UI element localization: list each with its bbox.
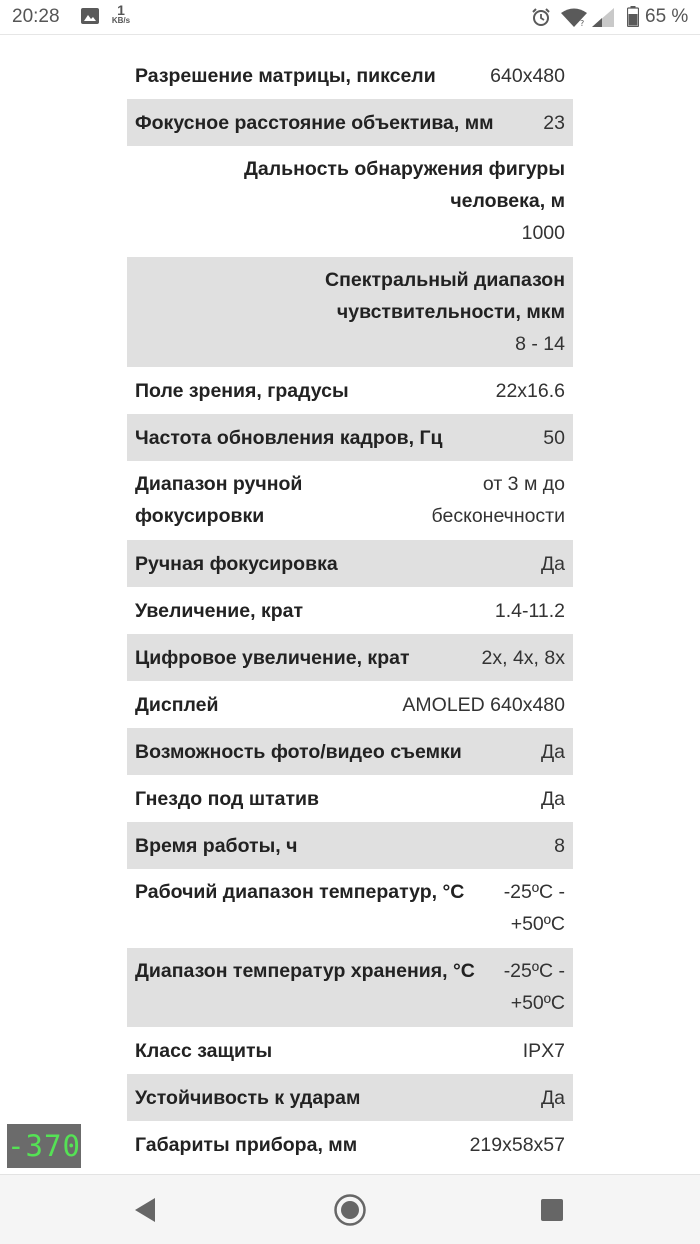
spec-label: Дальность обнаружения фигуры человека, м <box>244 158 565 212</box>
spec-row <box>127 99 573 146</box>
spec-value: Да <box>540 787 565 810</box>
network-speed <box>110 3 132 25</box>
spec-row <box>127 1074 573 1121</box>
spec-value: Да <box>540 740 565 763</box>
status-time: 20:28 <box>12 6 60 27</box>
spec-value: 640x480 <box>490 64 565 87</box>
navigation-bar <box>0 1174 700 1244</box>
spec-table <box>127 52 573 1168</box>
spec-label: Цифровое увеличение, крат <box>135 646 410 669</box>
spec-row <box>127 367 573 414</box>
overlay-counter: -370 <box>7 1124 81 1168</box>
spec-row <box>127 414 573 461</box>
spec-value: 23 <box>543 111 565 134</box>
spec-row <box>127 681 573 728</box>
spec-row <box>127 1027 573 1074</box>
spec-label: Возможность фото/видео съемки <box>135 740 462 763</box>
spec-row <box>127 634 573 681</box>
recents-icon[interactable] <box>541 1199 563 1221</box>
spec-label: Ручная фокусировка <box>135 552 338 575</box>
spec-label: Габариты прибора, мм <box>135 1133 358 1156</box>
network-speed-value: 1 <box>117 2 125 18</box>
spec-value: от 3 м до бесконечности <box>431 473 565 527</box>
spec-label: Диапазон температур хранения, °C <box>135 960 475 982</box>
spec-label: Диапазон ручной фокусировки <box>135 473 303 527</box>
spec-label: Время работы, ч <box>135 834 298 857</box>
spec-row <box>127 540 573 587</box>
spec-label: Частота обновления кадров, Гц <box>135 426 443 449</box>
spec-row <box>127 257 573 367</box>
svg-text:?: ? <box>580 19 585 27</box>
home-icon[interactable] <box>333 1193 367 1227</box>
spec-label: Увеличение, крат <box>135 599 304 622</box>
battery-icon <box>627 6 639 27</box>
spec-row <box>127 948 573 1027</box>
spec-label: Гнездо под штатив <box>135 787 319 810</box>
spec-row <box>127 869 573 948</box>
spec-value: 1.4-11.2 <box>494 599 565 622</box>
spec-label: Рабочий диапазон температур, °C <box>135 881 465 903</box>
spec-value: -25ºC - +50ºC <box>503 960 565 1014</box>
spec-row <box>127 822 573 869</box>
spec-value: 22x16.6 <box>495 379 565 402</box>
spec-value: 50 <box>543 426 565 449</box>
spec-row <box>127 1121 573 1168</box>
spec-value: IPX7 <box>522 1039 565 1062</box>
spec-row <box>127 587 573 634</box>
spec-value: Да <box>540 552 565 575</box>
spec-label: Фокусное расстояние объектива, мм <box>135 111 494 134</box>
spec-label: Класс защиты <box>135 1039 273 1062</box>
spec-label: Разрешение матрицы, пиксели <box>135 64 436 87</box>
spec-value: 219x58x57 <box>469 1133 565 1156</box>
spec-row <box>127 728 573 775</box>
spec-label: Дисплей <box>135 693 219 716</box>
status-bar <box>0 0 700 35</box>
spec-value: 8 - 14 <box>515 333 565 355</box>
gallery-icon <box>81 8 99 24</box>
spec-label: Спектральный диапазон чувствительности, мкм <box>325 269 565 323</box>
wifi-icon <box>561 8 587 27</box>
spec-row <box>127 52 573 99</box>
alarm-icon <box>531 7 551 27</box>
battery-percent: 65 % <box>645 6 689 27</box>
spec-row <box>127 775 573 822</box>
spec-value: -25ºC - +50ºC <box>503 881 565 935</box>
signal-icon <box>592 8 614 27</box>
spec-value: 1000 <box>521 222 565 244</box>
spec-value: AMOLED 640x480 <box>402 693 565 716</box>
spec-label: Устойчивость к ударам <box>135 1086 361 1109</box>
spec-label: Поле зрения, градусы <box>135 379 349 402</box>
spec-value: 8 <box>554 834 565 857</box>
network-speed-unit: KB/s <box>111 16 131 25</box>
spec-row <box>127 146 573 257</box>
back-icon[interactable] <box>133 1197 157 1223</box>
spec-row <box>127 461 573 540</box>
spec-value: 2x, 4x, 8x <box>481 646 565 669</box>
spec-value: Да <box>540 1086 565 1109</box>
